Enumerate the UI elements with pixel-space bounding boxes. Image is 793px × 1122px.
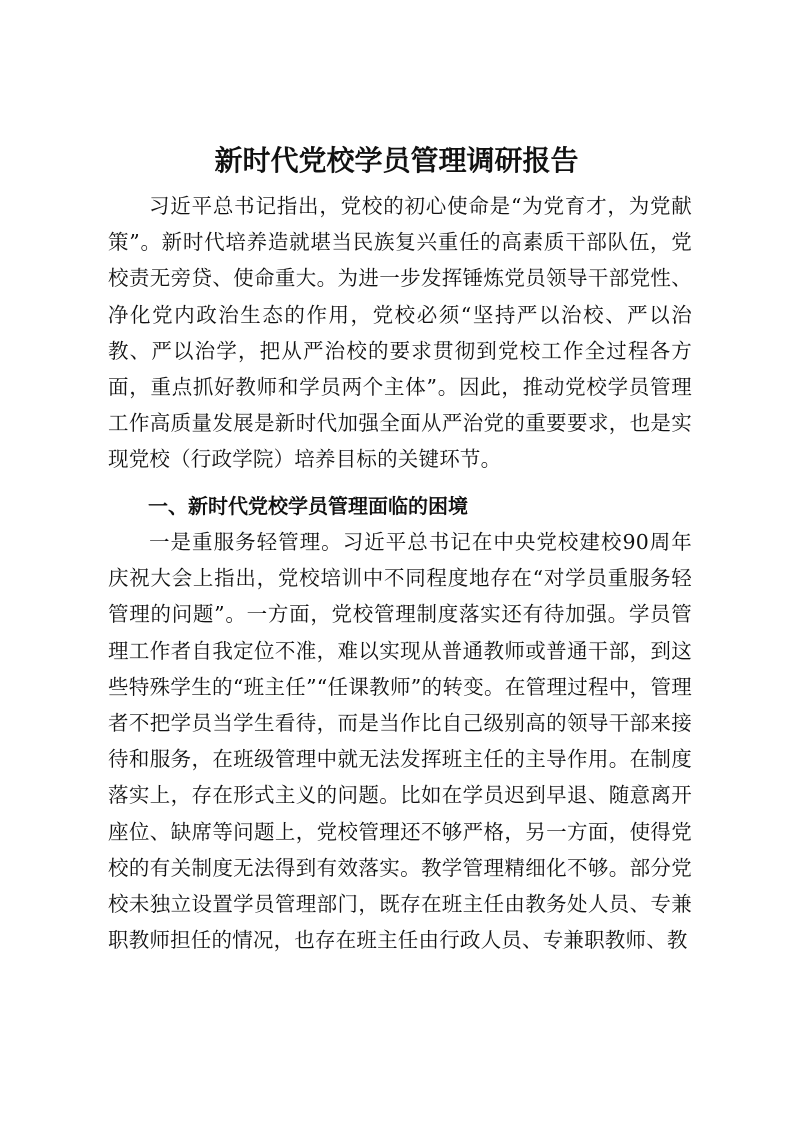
section-heading: 一、新时代党校学员管理面临的困境 bbox=[148, 494, 468, 518]
section-paragraph: 一是重服务轻管理。习近平总书记在中央党校建校90周年庆祝大会上指出，党校培训中不同程度地存在“对学员重服务轻管理的问题”。一方面，党校管理制度落实还有待加强。学员管理工作者自我定位不准，难以实现从普通教师或普通干部，到这些特殊学生的“班主任”“任课教师”的转变。在管理过程中，管理者不把学员当学生看待，而是当作比自己级别高的领导干部来接待和服务，在班级管理中就无法发挥班主任的主导作用。在制度落实上，存在形式主义的问题。比如在学员迟到早退、随意离开座位、缺席等问题上，党校管理还不够严格，另一方面，使得党校的有关制度无法得到有效落实。教学管理精细化不够。部分党校未独立设置学员管理部门，既存在班主任由教务处人员、专兼职教师担任的情况，也存在班主任由行政人员、专兼职教师、教 bbox=[108, 530, 692, 953]
intro-paragraph: 习近平总书记指出，党校的初心使命是“为党育才，为党献策”。新时代培养造就堪当民族复兴重任的高素质干部队伍，党校责无旁贷、使命重大。为进一步发挥锤炼党员领导干部党性、净化党内政治生态的作用，党校必须“坚持严以治校、严以治教、严以治学，把从严治校的要求贯彻到党校工作全过程各方面，重点抓好教师和学员两个主体”。因此，推动党校学员管理工作高质量发展是新时代加强全面从严治党的重要要求，也是实现党校（行政学院）培养目标的关键环节。 bbox=[108, 194, 692, 472]
document-title: 新时代党校学员管理调研报告 bbox=[214, 144, 579, 177]
